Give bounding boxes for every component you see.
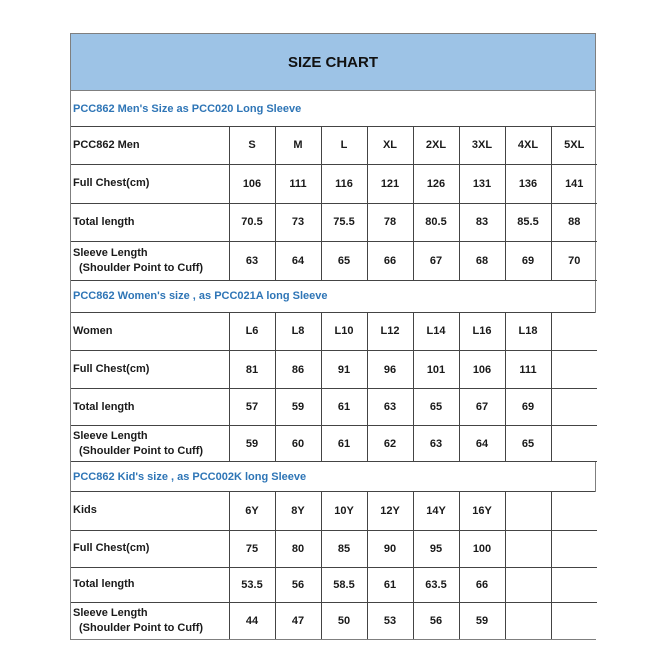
measurement-value: 64 bbox=[275, 241, 321, 280]
measurement-value: 126 bbox=[413, 164, 459, 203]
measurement-value: 61 bbox=[321, 389, 367, 426]
measurement-value: 96 bbox=[367, 351, 413, 389]
measurement-value: 95 bbox=[413, 530, 459, 567]
measurement-value: 65 bbox=[505, 426, 551, 462]
size-label: 3XL bbox=[459, 127, 505, 164]
measurement-value: 60 bbox=[275, 426, 321, 462]
size-label: L12 bbox=[367, 313, 413, 351]
measurement-value: 86 bbox=[275, 351, 321, 389]
measurement-value: 111 bbox=[505, 351, 551, 389]
measurement-subtitle: (Shoulder Point to Cuff) bbox=[79, 444, 204, 457]
empty-cell bbox=[551, 602, 597, 639]
measurement-value: 136 bbox=[505, 164, 551, 203]
measurement-row bbox=[71, 389, 597, 426]
measurement-name: Total length bbox=[73, 578, 135, 590]
measurement-row bbox=[71, 164, 597, 203]
empty-cell bbox=[551, 567, 597, 602]
measurement-value: 80.5 bbox=[413, 203, 459, 241]
measurement-value: 78 bbox=[367, 203, 413, 241]
size-label: L14 bbox=[413, 313, 459, 351]
measurement-row bbox=[71, 602, 597, 639]
measurement-value: 116 bbox=[321, 164, 367, 203]
measurement-value: 56 bbox=[413, 602, 459, 639]
measurement-name: Total length bbox=[73, 400, 135, 413]
size-label: 6Y bbox=[229, 492, 275, 530]
measurement-value: 88 bbox=[551, 203, 597, 241]
row-label: PCC862 Men bbox=[71, 127, 229, 164]
row-label bbox=[71, 389, 229, 426]
measurement-value: 44 bbox=[229, 602, 275, 639]
size-label: L6 bbox=[229, 313, 275, 351]
measurement-value: 58.5 bbox=[321, 567, 367, 602]
size-label: L bbox=[321, 127, 367, 164]
size-label: 8Y bbox=[275, 492, 321, 530]
size-label: L18 bbox=[505, 313, 551, 351]
empty-cell bbox=[505, 530, 551, 567]
section-title-women: PCC862 Women's size , as PCC021A long Sleeve bbox=[71, 281, 595, 313]
measurement-row bbox=[71, 241, 597, 280]
measurement-value: 56 bbox=[275, 567, 321, 602]
measurement-value: 59 bbox=[275, 389, 321, 426]
measurement-subtitle: (Shoulder Point to Cuff) bbox=[79, 621, 204, 634]
measurement-value: 69 bbox=[505, 389, 551, 426]
measurement-value: 91 bbox=[321, 351, 367, 389]
size-table-men bbox=[71, 127, 597, 281]
measurement-value: 63.5 bbox=[413, 567, 459, 602]
measurement-value: 47 bbox=[275, 602, 321, 639]
measurement-name: Total length bbox=[73, 215, 135, 228]
size-header-row bbox=[71, 313, 597, 351]
empty-cell bbox=[551, 313, 597, 351]
measurement-value: 63 bbox=[367, 389, 413, 426]
measurement-subtitle: (Shoulder Point to Cuff) bbox=[79, 261, 204, 274]
row-label: Women bbox=[71, 313, 229, 351]
empty-cell bbox=[551, 389, 597, 426]
size-label: L10 bbox=[321, 313, 367, 351]
row-label bbox=[71, 426, 229, 462]
measurement-value: 63 bbox=[229, 241, 275, 280]
size-header-row bbox=[71, 492, 597, 530]
row-label bbox=[71, 567, 229, 602]
measurement-value: 75.5 bbox=[321, 203, 367, 241]
measurement-value: 100 bbox=[459, 530, 505, 567]
measurement-value: 106 bbox=[229, 164, 275, 203]
measurement-value: 75 bbox=[229, 530, 275, 567]
measurement-name: Full Chest(cm) bbox=[73, 363, 150, 375]
measurement-row bbox=[71, 426, 597, 462]
section-title-men: PCC862 Men's Size as PCC020 Long Sleeve bbox=[71, 91, 595, 127]
measurement-value: 70.5 bbox=[229, 203, 275, 241]
empty-cell bbox=[551, 492, 597, 530]
size-chart-sheet bbox=[70, 33, 596, 640]
size-table-kids bbox=[71, 492, 597, 639]
row-label: Kids bbox=[71, 492, 229, 530]
measurement-value: 50 bbox=[321, 602, 367, 639]
measurement-value: 67 bbox=[413, 241, 459, 280]
size-label: 16Y bbox=[459, 492, 505, 530]
measurement-value: 80 bbox=[275, 530, 321, 567]
measurement-value: 141 bbox=[551, 164, 597, 203]
measurement-value: 59 bbox=[459, 602, 505, 639]
measurement-value: 67 bbox=[459, 389, 505, 426]
size-label: L8 bbox=[275, 313, 321, 351]
measurement-value: 64 bbox=[459, 426, 505, 462]
measurement-value: 61 bbox=[367, 567, 413, 602]
measurement-value: 61 bbox=[321, 426, 367, 462]
size-label: 5XL bbox=[551, 127, 597, 164]
measurement-row bbox=[71, 351, 597, 389]
row-label bbox=[71, 203, 229, 241]
measurement-value: 73 bbox=[275, 203, 321, 241]
row-label bbox=[71, 164, 229, 203]
measurement-value: 83 bbox=[459, 203, 505, 241]
empty-cell bbox=[551, 530, 597, 567]
measurement-name: Sleeve Length bbox=[73, 429, 148, 442]
row-label bbox=[71, 530, 229, 567]
size-label: 14Y bbox=[413, 492, 459, 530]
measurement-value: 68 bbox=[459, 241, 505, 280]
measurement-value: 85 bbox=[321, 530, 367, 567]
measurement-value: 57 bbox=[229, 389, 275, 426]
measurement-name: Full Chest(cm) bbox=[73, 177, 150, 189]
measurement-value: 59 bbox=[229, 426, 275, 462]
size-label: 4XL bbox=[505, 127, 551, 164]
size-label: 2XL bbox=[413, 127, 459, 164]
size-label: M bbox=[275, 127, 321, 164]
row-label bbox=[71, 351, 229, 389]
measurement-value: 66 bbox=[367, 241, 413, 280]
size-chart-title: SIZE CHART bbox=[71, 34, 595, 91]
measurement-name: Sleeve Length bbox=[73, 606, 148, 619]
size-label: 12Y bbox=[367, 492, 413, 530]
empty-cell bbox=[505, 567, 551, 602]
section-title-kids: PCC862 Kid's size , as PCC002K long Sleeve bbox=[71, 462, 595, 492]
measurement-value: 81 bbox=[229, 351, 275, 389]
row-label bbox=[71, 241, 229, 280]
size-header-row bbox=[71, 127, 597, 164]
measurement-value: 106 bbox=[459, 351, 505, 389]
measurement-value: 53.5 bbox=[229, 567, 275, 602]
measurement-value: 101 bbox=[413, 351, 459, 389]
measurement-name: Sleeve Length bbox=[73, 246, 148, 259]
measurement-row bbox=[71, 530, 597, 567]
empty-cell bbox=[551, 426, 597, 462]
measurement-value: 85.5 bbox=[505, 203, 551, 241]
measurement-value: 66 bbox=[459, 567, 505, 602]
row-label bbox=[71, 602, 229, 639]
empty-cell bbox=[505, 602, 551, 639]
measurement-row bbox=[71, 567, 597, 602]
size-label: L16 bbox=[459, 313, 505, 351]
measurement-value: 65 bbox=[321, 241, 367, 280]
measurement-value: 63 bbox=[413, 426, 459, 462]
measurement-value: 111 bbox=[275, 164, 321, 203]
measurement-value: 121 bbox=[367, 164, 413, 203]
measurement-value: 70 bbox=[551, 241, 597, 280]
size-label: 10Y bbox=[321, 492, 367, 530]
measurement-name: Full Chest(cm) bbox=[73, 542, 150, 554]
size-label: S bbox=[229, 127, 275, 164]
size-table-women bbox=[71, 313, 597, 463]
measurement-value: 62 bbox=[367, 426, 413, 462]
measurement-row bbox=[71, 203, 597, 241]
measurement-value: 90 bbox=[367, 530, 413, 567]
empty-cell bbox=[505, 492, 551, 530]
measurement-value: 69 bbox=[505, 241, 551, 280]
size-label: XL bbox=[367, 127, 413, 164]
measurement-value: 131 bbox=[459, 164, 505, 203]
empty-cell bbox=[551, 351, 597, 389]
size-sections bbox=[71, 91, 595, 639]
measurement-value: 53 bbox=[367, 602, 413, 639]
measurement-value: 65 bbox=[413, 389, 459, 426]
